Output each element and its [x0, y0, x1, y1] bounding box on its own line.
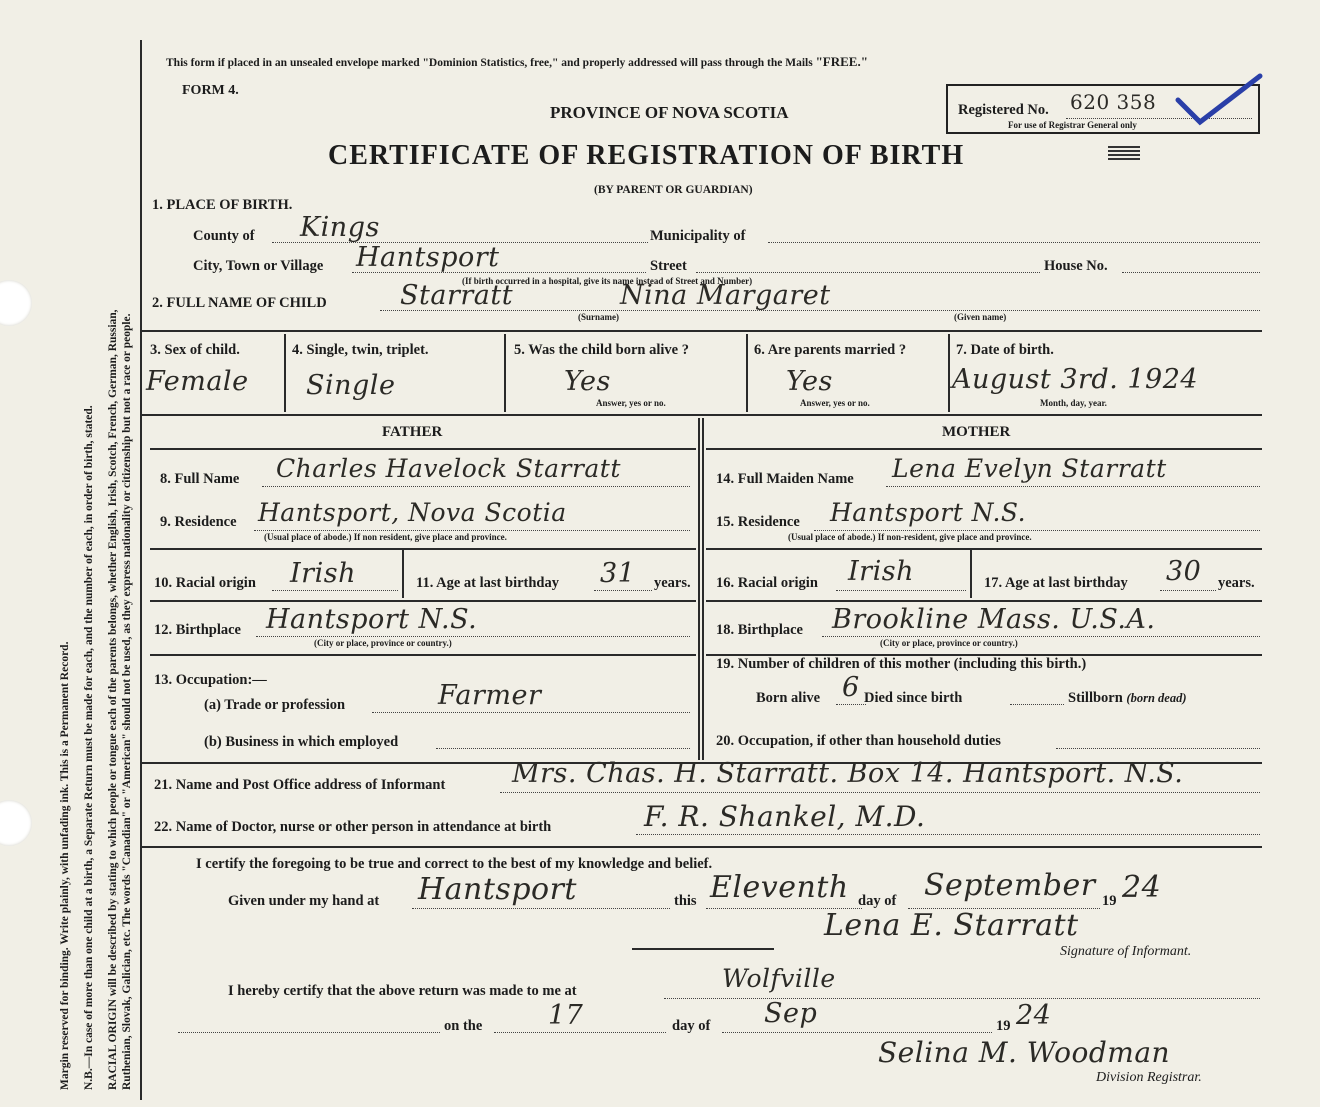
mother-racial-origin-label: 16. Racial origin	[716, 575, 818, 591]
father-racial-origin-label: 10. Racial origin	[154, 575, 256, 591]
born-alive-count-label: Born alive	[756, 690, 821, 706]
born-alive-caption: Answer, yes or no.	[596, 398, 666, 408]
stillborn-note: (born dead)	[1126, 691, 1187, 705]
margin-note-multiple-births: N.B.—In case of more than one child at a birth, a Separate Return must be made for each, and the number of each, in order of birth, stated.	[83, 405, 95, 1090]
check-mark-icon	[1174, 72, 1264, 136]
given-name-caption: (Given name)	[954, 312, 1007, 322]
father-residence-label: 9. Residence	[160, 514, 237, 530]
plurality-label: 4. Single, twin, triplet.	[292, 342, 429, 358]
day-of-label: day of	[858, 893, 897, 909]
born-alive-value: Yes	[564, 366, 611, 397]
plurality-value: Single	[306, 370, 396, 401]
return-day-value: 17	[548, 1000, 584, 1031]
parents-married-question: 6. Are parents married ?	[754, 342, 907, 358]
mother-residence-value: Hantsport N.S.	[830, 498, 1027, 527]
mother-residence-label: 15. Residence	[716, 514, 800, 530]
stillborn-label-text: Stillborn	[1068, 690, 1123, 706]
mail-notice	[166, 54, 868, 70]
mother-birthplace-caption: (City or place, province or country.)	[880, 638, 1018, 648]
date-of-birth-label: 7. Date of birth.	[956, 342, 1054, 358]
binding-hole-top	[0, 280, 32, 326]
registered-number-label: Registered No.	[958, 102, 1049, 118]
return-made-label: I hereby certify that the above return was made to me at	[228, 983, 577, 999]
given-under-hand-label: Given under my hand at	[228, 893, 380, 909]
father-trade-label: (a) Trade or profession	[204, 697, 346, 713]
certification-day-value: Eleventh	[710, 870, 849, 905]
city-value: Hantsport	[356, 242, 500, 273]
father-age-label: 11. Age at last birthday	[416, 575, 559, 591]
father-heading: FATHER	[382, 424, 443, 440]
return-year-value: 24	[1016, 1000, 1052, 1031]
certification-statement: I certify the foregoing to be true and correct to the best of my knowledge and belief.	[196, 856, 713, 872]
mother-residence-caption: (Usual place of abode.) If non-resident, give place and province.	[788, 532, 1032, 542]
given-place-value: Hantsport	[418, 872, 577, 907]
margin-note-nationality: Ruthenian, Slovak, Galician, etc. The words "Canadian" or "American" should not be used, as they express nationality or citizenship but not a race or people.	[121, 313, 133, 1090]
child-surname-value: Starratt	[400, 280, 514, 311]
return-year-prefix: 19	[996, 1018, 1011, 1034]
informant-signature-caption: Signature of Informant.	[1060, 944, 1192, 959]
parents-married-value: Yes	[786, 366, 833, 397]
street-label: Street	[650, 258, 687, 274]
surname-caption: (Surname)	[578, 312, 619, 322]
city-label: City, Town or Village	[193, 258, 324, 274]
father-name-label: 8. Full Name	[160, 471, 240, 487]
municipality-label: Municipality of	[650, 228, 746, 244]
on-the-label: on the	[444, 1018, 483, 1034]
father-residence-value: Hantsport, Nova Scotia	[258, 498, 567, 527]
house-number-label: House No.	[1044, 258, 1108, 274]
doctor-value: F. R. Shankel, M.D.	[644, 800, 926, 833]
child-name-label: 2. FULL NAME OF CHILD	[152, 295, 327, 311]
mother-occupation-label: 20. Occupation, if other than household duties	[716, 733, 1001, 749]
father-residence-caption: (Usual place of abode.) If non resident, give place and province.	[264, 532, 507, 542]
mother-maiden-name-label: 14. Full Maiden Name	[716, 471, 854, 487]
father-racial-origin-value: Irish	[290, 558, 356, 589]
certification-year-prefix: 19	[1102, 893, 1117, 909]
return-day-of-label: day of	[672, 1018, 711, 1034]
mother-children-label: 19. Number of children of this mother (including this birth.)	[716, 656, 1087, 672]
died-since-birth-label: Died since birth	[864, 690, 963, 706]
divider-parents	[142, 414, 1262, 416]
division-registrar-caption: Division Registrar.	[1096, 1070, 1202, 1085]
form-number: FORM 4.	[182, 83, 239, 98]
return-place-value: Wolfville	[722, 964, 836, 993]
binding-hole-bottom	[0, 800, 32, 846]
mother-age-value: 30	[1166, 556, 1202, 587]
born-alive-question: 5. Was the child born alive ?	[514, 342, 689, 358]
mail-notice-text: This form if placed in an unsealed envelope marked "Dominion Statistics, free," and properly addressed will pass through the Mails	[166, 57, 813, 69]
doctor-label: 22. Name of Doctor, nurse or other person in attendance at birth	[154, 819, 552, 835]
father-age-unit: years.	[654, 575, 691, 591]
mother-racial-origin-value: Irish	[848, 556, 914, 587]
mother-birthplace-label: 18. Birthplace	[716, 622, 803, 638]
margin-note-binding: Margin reserved for binding. Write plainly, with unfading ink. This is a Permanent Record.	[59, 641, 71, 1090]
date-of-birth-value: August 3rd. 1924	[952, 364, 1199, 395]
born-alive-count-value: 6	[842, 672, 860, 703]
father-age-value: 31	[600, 558, 636, 589]
registered-number-value: 620 358	[1070, 90, 1157, 114]
father-business-label: (b) Business in which employed	[204, 734, 399, 750]
struck-mark	[1108, 146, 1140, 160]
informant-signature: Lena E. Starratt	[824, 908, 1079, 943]
registrar-signature: Selina M. Woodman	[878, 1036, 1171, 1069]
father-birthplace-value: Hantsport N.S.	[266, 604, 478, 635]
informant-label: 21. Name and Post Office address of Informant	[154, 777, 446, 793]
father-birthplace-caption: (City or place, province or country.)	[314, 638, 452, 648]
this-label: this	[674, 893, 697, 909]
margin-note-racial-origin: RACIAL ORIGIN will be described by stating to which people or tongue each of the parents belongs, whether English, Irish, Scotch, French, German, Russian,	[107, 309, 119, 1090]
province-heading: PROVINCE OF NOVA SCOTIA	[550, 103, 789, 122]
hospital-note: (If birth occurred in a hospital, give its name instead of Street and Number)	[462, 276, 753, 286]
mother-age-unit: years.	[1218, 575, 1255, 591]
mother-age-label: 17. Age at last birthday	[984, 575, 1128, 591]
mother-maiden-name-value: Lena Evelyn Starratt	[892, 454, 1167, 483]
return-month-value: Sep	[764, 998, 818, 1029]
father-occupation-label: 13. Occupation:—	[154, 672, 267, 688]
mother-heading: MOTHER	[942, 424, 1011, 440]
sex-label: 3. Sex of child.	[150, 342, 240, 358]
father-name-value: Charles Havelock Starratt	[276, 454, 621, 483]
form-left-border	[140, 40, 142, 1100]
registered-number-box	[946, 84, 1260, 134]
county-value: Kings	[300, 212, 380, 243]
divider-top	[142, 330, 1262, 332]
place-of-birth-heading: 1. PLACE OF BIRTH.	[152, 197, 293, 213]
county-label: County of	[193, 228, 255, 244]
mother-birthplace-value: Brookline Mass. U.S.A.	[832, 604, 1156, 635]
child-given-name-value: Nina Margaret	[620, 280, 831, 311]
mail-notice-free: "FREE."	[815, 54, 868, 69]
father-trade-value: Farmer	[438, 680, 542, 711]
certificate-title: CERTIFICATE OF REGISTRATION OF BIRTH	[328, 140, 965, 171]
registrar-note: For use of Registrar General only	[1008, 120, 1137, 130]
parents-married-caption: Answer, yes or no.	[800, 398, 870, 408]
informant-value: Mrs. Chas. H. Starratt. Box 14. Hantsport. N.S.	[512, 758, 1184, 789]
certification-year-value: 24	[1122, 870, 1162, 905]
certification-month-value: September	[924, 868, 1096, 903]
divider-certification	[142, 846, 1262, 848]
date-of-birth-caption: Month, day, year.	[1040, 398, 1107, 408]
stillborn-label	[1068, 690, 1187, 707]
sex-value: Female	[146, 366, 249, 397]
certificate-subtitle: (BY PARENT OR GUARDIAN)	[594, 184, 753, 196]
father-birthplace-label: 12. Birthplace	[154, 622, 241, 638]
